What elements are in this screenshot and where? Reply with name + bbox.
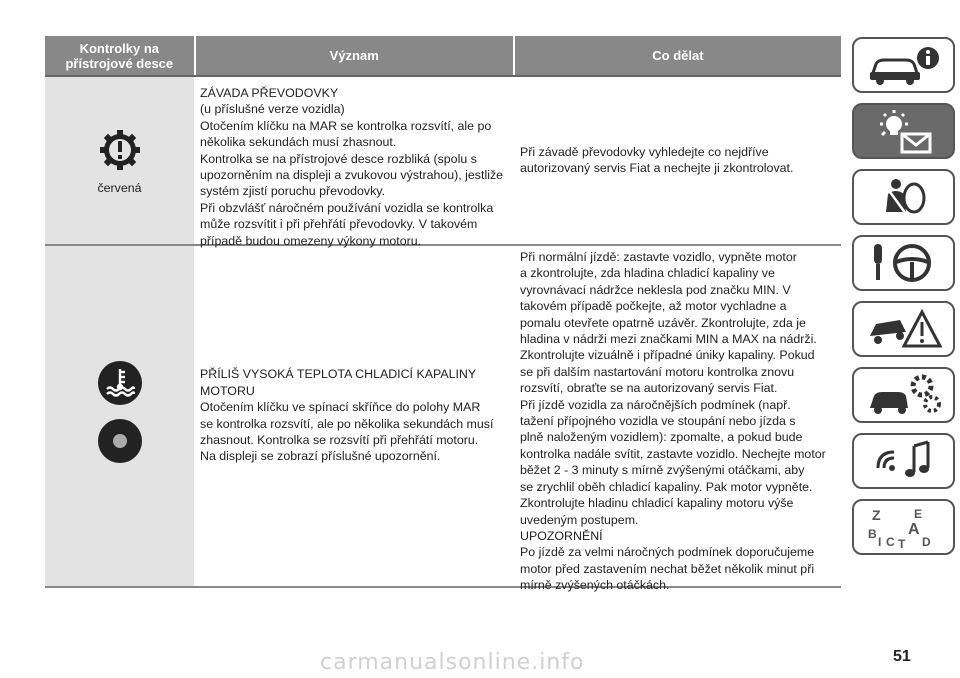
text-line: systém zjistí poruchu převodovky.	[200, 184, 386, 199]
alphabet-index-icon	[864, 504, 944, 550]
text-line: Při obzvlášť náročném používání vozidla se kontrolka	[200, 200, 494, 215]
meaning-cell	[194, 246, 514, 586]
index-letter: A	[907, 521, 920, 538]
transmission-failure-icon	[97, 127, 143, 173]
text-line: takovém případě počkejte, až motor vychladne a	[520, 299, 787, 314]
table-row	[45, 246, 841, 593]
text-line: případě budou omezeny výkony motoru.	[200, 233, 422, 248]
index-letter: C	[885, 535, 895, 549]
page-number: 51	[893, 648, 911, 665]
coolant-temperature-icon	[97, 360, 143, 406]
warning-light-message-icon	[864, 108, 944, 154]
icon-cell	[45, 246, 194, 586]
warning-lights-tab[interactable]	[852, 103, 955, 159]
text-line: pomalu otevřete opatrně uzávěr. Zkontrolujte, zda je	[520, 315, 806, 330]
emergency-tab[interactable]	[852, 301, 955, 357]
header-lights	[45, 36, 194, 75]
car-gears-icon	[864, 372, 944, 418]
index-tab[interactable]	[852, 499, 955, 555]
index-letter: B	[867, 527, 877, 541]
text-line: několika sekundách musí zhasnout.	[200, 135, 397, 150]
text-line: Při závadě převodovky vyhledejte co nejdříve	[520, 144, 769, 159]
table-header	[45, 36, 841, 75]
action-cell	[514, 77, 841, 244]
text-line: Zkontrolujte hladinu chladicí kapaliny motoru výše	[520, 496, 794, 511]
key-steering-wheel-icon	[864, 240, 944, 286]
text-line: hladina v nádrži mezi značkami MIN a MAX na nádrži.	[520, 332, 817, 347]
text-line: se při dalším nastartování motoru kontrolka znovu	[520, 364, 795, 379]
text-line: může rozsvítit i při přehřátí převodovky. V takovém	[200, 217, 478, 232]
text-line: Kontrolka se na přístrojové desce rozbliká (spolu s	[200, 151, 477, 166]
watermark: carmanualsonline.info	[320, 650, 585, 675]
text-line: Otočením klíčku na MAR se kontrolka rozsvítí, ale po	[200, 118, 492, 133]
text-line: kontrolka nadále svítit, zastavte vozidlo. Nechejte motor	[520, 446, 826, 461]
text-line: a zkontrolujte, zda hladina chladicí kapaliny ve	[520, 266, 775, 281]
text-line: běžet 2 - 3 minuty s mírně zvýšenými otáčkami, aby	[520, 463, 805, 478]
text-line: Po jízdě za velmi náročných podmínek doporučujeme	[520, 545, 815, 560]
text-line: vyrovnávací nádržce neklesla pod značku MIN. V	[520, 282, 791, 297]
text-line: ZÁVADA PŘEVODOVKY	[200, 86, 339, 100]
text-line: Při normální jízdě: zastavte vozidlo, vypněte motor	[520, 250, 797, 264]
header-lights-label: Kontrolky na přístrojové desce	[65, 40, 174, 71]
signal-music-icon	[864, 438, 944, 484]
text-line: Otočením klíčku ve spínací skříňce do polohy MAR	[200, 400, 481, 415]
warning-lights-table	[45, 36, 841, 593]
car-info-icon	[864, 42, 944, 88]
text-line: Zkontrolujte vizuálně i případné úniky kapaliny. Pokud	[520, 348, 815, 363]
text-line: autorizovaný servis Fiat a nechejte ji zkontrolovat.	[520, 161, 794, 175]
text-line: se zrychlil oběh chladicí kapaliny. Pak motor vypněte.	[520, 479, 813, 494]
index-letter: Z	[871, 507, 881, 523]
index-letter: E	[913, 507, 922, 521]
text-line: Při jízdě vozidla za náročnějších podmínek (např.	[520, 397, 791, 412]
text-line: plně naloženým vozidlem): zpomalte, a pokud bude	[520, 430, 803, 445]
text-line: uvedeným postupem.	[520, 512, 639, 527]
text-line: upozorněním na displeji a zvukovou výstrahou), jestliže	[200, 168, 504, 183]
index-letter: T	[897, 537, 905, 550]
text-line: motor před zastavením nechat běžet několik minut při	[520, 561, 815, 576]
index-letter: D	[921, 535, 931, 549]
table-row	[45, 75, 841, 246]
text-line: zhasnout. Kontrolka se rozsvítí při přehřátí motoru.	[200, 432, 479, 447]
text-line: mírně zvýšených otáčkách.	[520, 578, 670, 593]
icon-color-label: červená	[97, 180, 142, 195]
multimedia-tab[interactable]	[852, 433, 955, 489]
icon-cell	[45, 77, 194, 244]
meaning-cell	[194, 77, 514, 248]
car-accident-icon	[864, 306, 944, 352]
header-meaning: Význam	[194, 36, 513, 75]
driving-tab[interactable]	[852, 235, 955, 291]
airbag-seatbelt-icon	[864, 174, 944, 220]
text-line: se kontrolka rozsvítí, ale po několika sekundách musí	[200, 416, 494, 431]
text-line: MOTORU	[200, 383, 255, 398]
index-letter: I	[877, 535, 881, 549]
text-line: (u příslušné verze vozidla)	[200, 102, 345, 117]
safety-tab[interactable]	[852, 169, 955, 225]
text-line: Na displeji se zobrazí příslušné upozornění.	[200, 449, 441, 464]
text-line: PŘÍLIŠ VYSOKÁ TEPLOTA CHLADICÍ KAPALINY	[200, 367, 477, 382]
header-action: Co dělat	[513, 36, 841, 75]
text-line: UPOZORNĚNÍ	[520, 528, 603, 543]
text-line: tažení přípojného vozidla ve stoupání nebo jízda s	[520, 414, 796, 429]
action-cell	[514, 246, 841, 593]
text-line: rozsvítí, obraťte se na autorizovaný servis Fiat.	[520, 381, 778, 396]
coolant-indicator-dot-icon	[97, 418, 143, 464]
maintenance-tab[interactable]	[852, 367, 955, 423]
car-info-tab[interactable]	[852, 37, 955, 93]
